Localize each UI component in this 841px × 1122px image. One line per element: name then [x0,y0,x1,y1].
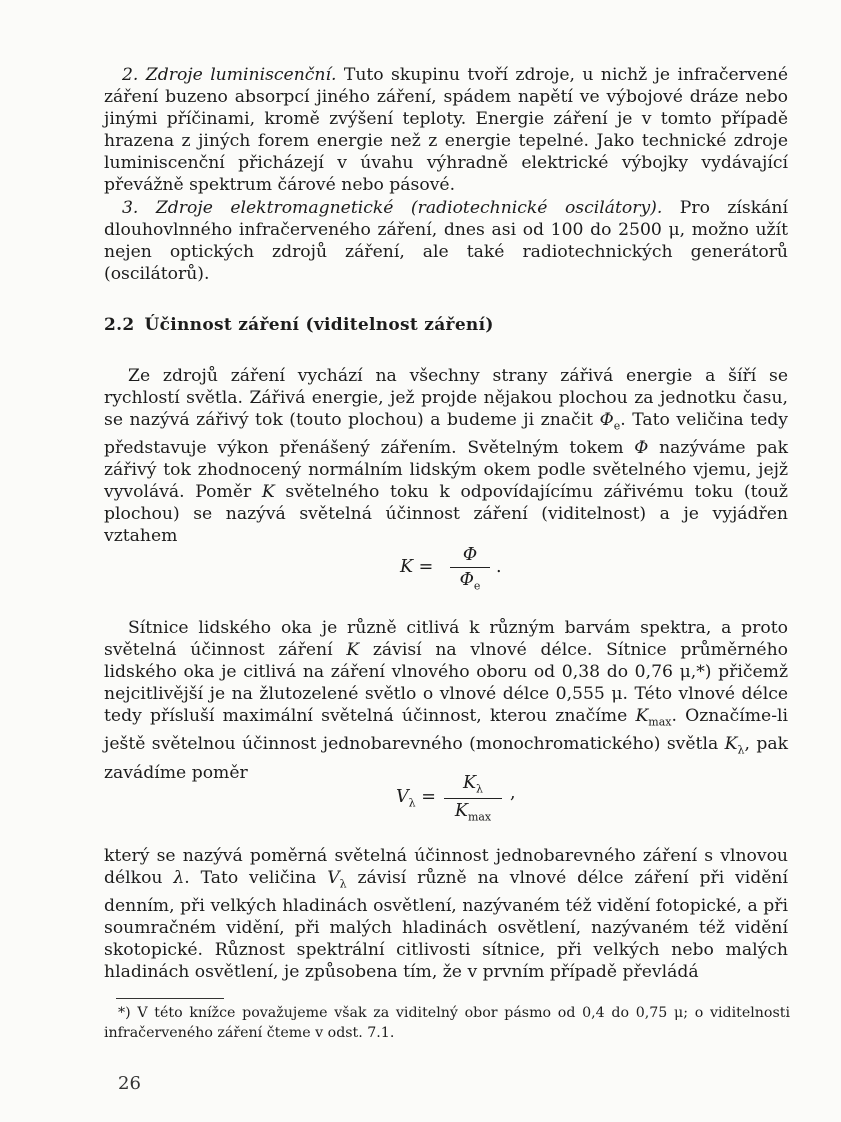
paragraph-text: Pro získání dlouhovlnného infračerveného záření, dnes asi od 100 do 2500 μ, možno užít nejen optických zdrojů záření, ale také radiotechnických generátorů (oscilátorů). [104,198,788,284]
symbol-phi: Φ [599,410,614,430]
denominator [450,568,490,593]
text-run: nazýváme pak zářivý tok zhodnocený normálním lidským okem podle světelného vjemu, jejž vyvolává. Poměr [104,438,789,503]
subscript: max [648,715,672,729]
denominator [444,799,502,824]
subscript: e [613,419,621,433]
formula-lhs: K = [400,557,434,577]
text-run: . Tato veličina tedy představuje výkon přenášený zářením. Světelným tokem [104,410,788,459]
symbol-v: V [396,787,409,807]
text-run: který se nazývá poměrná světelná účinnost jednobarevného záření s vlnovou délkou [104,846,788,888]
subscript: λ [476,782,484,796]
symbol-k: K [724,734,738,755]
symbol-k: K [261,482,275,503]
numerator [444,773,502,799]
symbol-k: K [635,706,649,726]
item-label: 3. Zdroje elektromagnetické (radiotechnické oscilátory). [122,198,663,218]
subscript: λ [339,877,347,891]
subscript: λ [737,743,745,757]
text-run: Sítnice lidského oka je různě citlivá k různým barvám spektra, a proto světelná účinnost záření [104,618,788,660]
text-run: , pak zavádíme poměr [104,734,788,783]
symbol-k: K [346,640,360,660]
section-number: 2.2 [104,315,135,335]
denominator-symbol: Φ [459,570,474,590]
symbol-phi: Φ [634,438,649,459]
text-run: závisí různě na vlnové délce záření při vidění denním, při velkých hladinách osvětlení, nazývaném též vidění fotopické, a při soumračném vidění, při malých hladinách osvětlení, nazývaném též vidění skotopické. Různost spektrální citlivosti sítnice, při velkých nebo malých hladinách osvětlení, je způsobena tím, že v prvním případě převládá [104,868,789,983]
formula-trailing-punct: . [496,557,502,577]
paragraph-electromagnetic-sources [104,197,788,285]
numerator-symbol: K [462,773,477,793]
equals-sign: = [415,787,436,807]
fraction [444,773,502,823]
symbol-v: V [327,868,340,888]
page-number: 26 [118,1073,141,1094]
section-heading [104,315,494,335]
subscript: e [473,579,481,593]
subscript: max [467,810,492,823]
footnote: *) V této knížce považujeme však za viditelný obor pásmo od 0,4 do 0,75 μ; o viditelnosti infračerveného záření čteme v odst. 7.1. [104,1005,790,1041]
denominator-symbol: K [454,800,468,821]
formula-lhs [396,787,436,810]
text-run: světelného toku k odpovídajícímu zářivému toku (touž plochou) se nazývá světelná účinnost záření (viditelnost) a je vyjádřen vztahem [104,482,788,547]
footnote-divider [116,998,224,999]
paragraph-luminescent-sources [104,64,788,196]
item-label: 2. Zdroje luminiscenční. [122,65,337,85]
paragraph-relative-efficacy [104,845,788,983]
section-title: Účinnost záření (viditelnost záření) [144,315,494,335]
numerator: Φ [450,545,490,568]
fraction [450,545,490,593]
formula-trailing-punct: , [510,783,516,803]
paragraph-retina-sensitivity [104,617,788,784]
paragraph-radiant-flux [104,365,788,547]
symbol-lambda: λ [173,868,185,888]
text-run: . Tato veličina [184,868,328,888]
subscript: λ [408,796,416,810]
text-run: Ze zdrojů záření vychází na všechny strany zářivá energie a šíří se rychlostí světla. Zářivá energie, jež projde nějakou plochou za jednotku času, se nazývá zářivý tok (touto plochou) a budeme ji značit [104,366,788,430]
text-run: . Označíme-li ještě světelnou účinnost jednobarevného (monochromatického) světla [104,706,788,755]
paragraph-text: Tuto skupinu tvoří zdroje, u nichž je infračervené záření buzeno absorpcí jiného záření, spádem napětí ve výbojové dráze nebo jinými příčinami, kromě zvýšení teploty. Energie záření je v tomto případě hrazena z jiných forem energie než z energie tepelné. Jako technické zdroje luminiscenční přicházejí v úvahu výhradně elektrické výbojky vydávající převážně spektrum čárové nebo pásové. [104,65,788,195]
text-run: závisí na vlnové délce. Sítnice průměrného lidského oka je citlivá na záření vlnového oboru od 0,38 do 0,76 μ,*) přičemž nejcitlivější je na žlutozelené světlo o vlnové délce 0,555 μ. Této vlnové délce tedy přísluší maximální světelná účinnost, kterou značíme [104,640,788,726]
